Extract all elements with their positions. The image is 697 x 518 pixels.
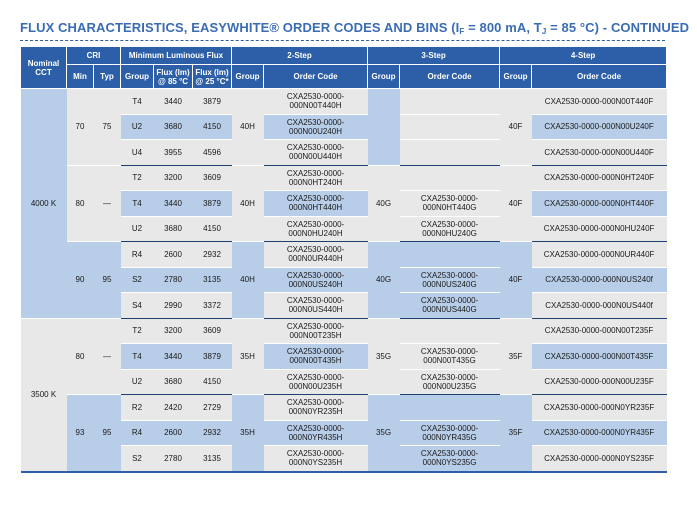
step2-order-code: CXA2530-0000-000N0US440H	[264, 293, 368, 319]
flux85-cell: 3680	[154, 114, 193, 140]
cct-4000k: 4000 K	[21, 89, 67, 319]
step2-order-code: CXA2530-0000-000N0US240H	[264, 267, 368, 293]
flux25-cell: 2729	[193, 395, 232, 421]
table-row	[21, 89, 667, 115]
flux25-cell: 3609	[193, 165, 232, 191]
flux-group-cell: U4	[121, 140, 154, 166]
step3-group-cell: 35G	[368, 395, 400, 472]
flux25-cell: 2932	[193, 242, 232, 268]
step2-group-cell: 40H	[232, 242, 264, 319]
table-row	[21, 165, 667, 191]
step4-order-code: CXA2530-0000-000N0HT240F	[532, 165, 667, 191]
flux-group-cell: S2	[121, 267, 154, 293]
flux85-cell: 2420	[154, 395, 193, 421]
table-header	[21, 47, 667, 89]
step2-group-cell: 40H	[232, 165, 264, 242]
step3-order-code: CXA2530-0000-000N0HT440G	[400, 191, 500, 217]
table-row	[21, 242, 667, 268]
step2-order-code: CXA2530-0000-000N0HT440H	[264, 191, 368, 217]
step3-order-code	[400, 165, 500, 191]
step2-order-code: CXA2530-0000-000N00T435H	[264, 344, 368, 370]
cri-min-cell: 80	[67, 318, 94, 395]
flux85-cell: 2600	[154, 242, 193, 268]
step2-order-code: CXA2530-0000-000N00U240H	[264, 114, 368, 140]
flux25-cell: 4150	[193, 114, 232, 140]
flux85-cell: 3440	[154, 344, 193, 370]
step4-order-code: CXA2530-0000-000N0YR435F	[532, 420, 667, 446]
flux-group-cell: T4	[121, 344, 154, 370]
header-4step-group: Group	[500, 65, 532, 89]
flux-group-cell: U2	[121, 216, 154, 242]
flux85-cell: 3955	[154, 140, 193, 166]
step3-group-cell: 40G	[368, 242, 400, 319]
flux25-cell: 4150	[193, 216, 232, 242]
step4-order-code: CXA2530-0000-000N0HT440F	[532, 191, 667, 217]
step2-group-cell: 35H	[232, 318, 264, 395]
cri-typ-cell: 75	[94, 89, 121, 166]
step3-order-code: CXA2530-0000-000N0US440G	[400, 293, 500, 319]
step4-order-code: CXA2530-0000-000N00U240F	[532, 114, 667, 140]
step2-group-cell: 35H	[232, 395, 264, 472]
step3-order-code: CXA2530-0000-000N0YR435G	[400, 420, 500, 446]
step4-group-cell: 35F	[500, 318, 532, 395]
flux85-cell: 3440	[154, 191, 193, 217]
header-cri-typ: Typ	[94, 65, 121, 89]
step3-order-code: CXA2530-0000-000N0US240G	[400, 267, 500, 293]
flux85-cell: 3200	[154, 165, 193, 191]
step2-order-code: CXA2530-0000-000N0UR440H	[264, 242, 368, 268]
table-row	[21, 395, 667, 421]
header-min-luminous-flux: Minimum Luminous Flux	[121, 47, 232, 65]
flux85-cell: 3200	[154, 318, 193, 344]
step4-order-code: CXA2530-0000-000N00T440F	[532, 89, 667, 115]
step4-order-code: CXA2530-0000-000N0US240f	[532, 267, 667, 293]
page-title: FLUX CHARACTERISTICS, EASYWHITE® ORDER CODES AND BINS ($I_F = 800$ mA, $T_J = 85$ °C) - CONTINUED	[20, 20, 690, 36]
cri-min-cell: 90	[67, 242, 94, 319]
header-3step-group: Group	[368, 65, 400, 89]
step2-order-code: CXA2530-0000-000N0YR235H	[264, 395, 368, 421]
table-row	[21, 318, 667, 344]
flux-group-cell: R4	[121, 420, 154, 446]
flux25-cell: 3135	[193, 267, 232, 293]
flux-group-cell: T2	[121, 165, 154, 191]
cri-min-cell: 80	[67, 165, 94, 242]
cri-typ-cell: —	[94, 318, 121, 395]
step2-order-code: CXA2530-0000-000N0HU240H	[264, 216, 368, 242]
step4-order-code: CXA2530-0000-000N00U440F	[532, 140, 667, 166]
step3-group-cell: 35G	[368, 318, 400, 395]
step4-order-code: CXA2530-0000-000N00T435F	[532, 344, 667, 370]
header-cri-min: Min	[67, 65, 94, 89]
step2-order-code: CXA2530-0000-000N00T235H	[264, 318, 368, 344]
step3-order-code	[400, 140, 500, 166]
flux25-cell: 4150	[193, 369, 232, 395]
flux25-cell: 3879	[193, 344, 232, 370]
step3-order-code	[400, 89, 500, 115]
title-divider	[20, 40, 665, 41]
step4-group-cell: 35F	[500, 395, 532, 472]
header-2step-group: Group	[232, 65, 264, 89]
table-body	[21, 89, 667, 472]
header-3-step: 3-Step	[368, 47, 500, 65]
flux-group-cell: T4	[121, 191, 154, 217]
flux-group-cell: R4	[121, 242, 154, 268]
step4-group-cell: 40F	[500, 165, 532, 242]
cct-3500k: 3500 K	[21, 318, 67, 472]
header-nominal-cct: Nominal CCT	[21, 47, 67, 89]
flux85-cell: 2780	[154, 267, 193, 293]
step4-order-code: CXA2530-0000-000N0YS235F	[532, 446, 667, 472]
step3-order-code	[400, 242, 500, 268]
step3-order-code	[400, 114, 500, 140]
flux-group-cell: U2	[121, 114, 154, 140]
step4-order-code: CXA2530-0000-000N0YR235F	[532, 395, 667, 421]
step3-group-cell	[368, 89, 400, 166]
step4-group-cell: 40F	[500, 89, 532, 166]
cri-min-cell: 70	[67, 89, 94, 166]
flux-group-cell: T2	[121, 318, 154, 344]
step2-order-code: CXA2530-0000-000N0YR435H	[264, 420, 368, 446]
flux-group-cell: T4	[121, 89, 154, 115]
step2-order-code: CXA2530-0000-000N0YS235H	[264, 446, 368, 472]
step2-order-code: CXA2530-0000-000N00T440H	[264, 89, 368, 115]
flux85-cell: 3680	[154, 216, 193, 242]
flux25-cell: 3879	[193, 191, 232, 217]
step2-order-code: CXA2530-0000-000N00U440H	[264, 140, 368, 166]
header-4-step: 4-Step	[500, 47, 667, 65]
flux85-cell: 2780	[154, 446, 193, 472]
cri-min-cell: 93	[67, 395, 94, 472]
flux25-cell: 3135	[193, 446, 232, 472]
flux-group-cell: S4	[121, 293, 154, 319]
cri-typ-cell: 95	[94, 242, 121, 319]
step2-group-cell: 40H	[232, 89, 264, 166]
flux85-cell: 3440	[154, 89, 193, 115]
flux85-cell: 3680	[154, 369, 193, 395]
header-2-step: 2-Step	[232, 47, 368, 65]
step4-order-code: CXA2530-0000-000N00U235F	[532, 369, 667, 395]
step2-order-code: CXA2530-0000-000N00U235H	[264, 369, 368, 395]
flux85-cell: 2600	[154, 420, 193, 446]
step2-order-code: CXA2530-0000-000N0HT240H	[264, 165, 368, 191]
flux85-cell: 2990	[154, 293, 193, 319]
step4-order-code: CXA2530-0000-000N0UR440F	[532, 242, 667, 268]
flux-group-cell: R2	[121, 395, 154, 421]
header-flux-25: Flux (lm) @ 25 °C*	[193, 65, 232, 89]
step4-order-code: CXA2530-0000-000N0HU240F	[532, 216, 667, 242]
flux25-cell: 3372	[193, 293, 232, 319]
header-cri: CRI	[67, 47, 121, 65]
flux-group-cell: U2	[121, 369, 154, 395]
step3-order-code	[400, 318, 500, 344]
header-2step-order-code: Order Code	[264, 65, 368, 89]
flux25-cell: 3609	[193, 318, 232, 344]
step4-order-code: CXA2530-0000-000N00T235F	[532, 318, 667, 344]
flux-table	[20, 46, 667, 473]
flux25-cell: 4596	[193, 140, 232, 166]
flux25-cell: 3879	[193, 89, 232, 115]
cri-typ-cell: —	[94, 165, 121, 242]
header-3step-order-code: Order Code	[400, 65, 500, 89]
step4-order-code: CXA2530-0000-000N0US440f	[532, 293, 667, 319]
step3-order-code	[400, 395, 500, 421]
flux-group-cell: S2	[121, 446, 154, 472]
step3-group-cell: 40G	[368, 165, 400, 242]
header-flux-group: Group	[121, 65, 154, 89]
step4-group-cell: 40F	[500, 242, 532, 319]
step3-order-code: CXA2530-0000-000N0HU240G	[400, 216, 500, 242]
header-4step-order-code: Order Code	[532, 65, 667, 89]
header-flux-85: Flux (lm) @ 85 °C	[154, 65, 193, 89]
step3-order-code: CXA2530-0000-000N00U235G	[400, 369, 500, 395]
step3-order-code: CXA2530-0000-000N00T435G	[400, 344, 500, 370]
step3-order-code: CXA2530-0000-000N0YS235G	[400, 446, 500, 472]
flux25-cell: 2932	[193, 420, 232, 446]
cri-typ-cell: 95	[94, 395, 121, 472]
